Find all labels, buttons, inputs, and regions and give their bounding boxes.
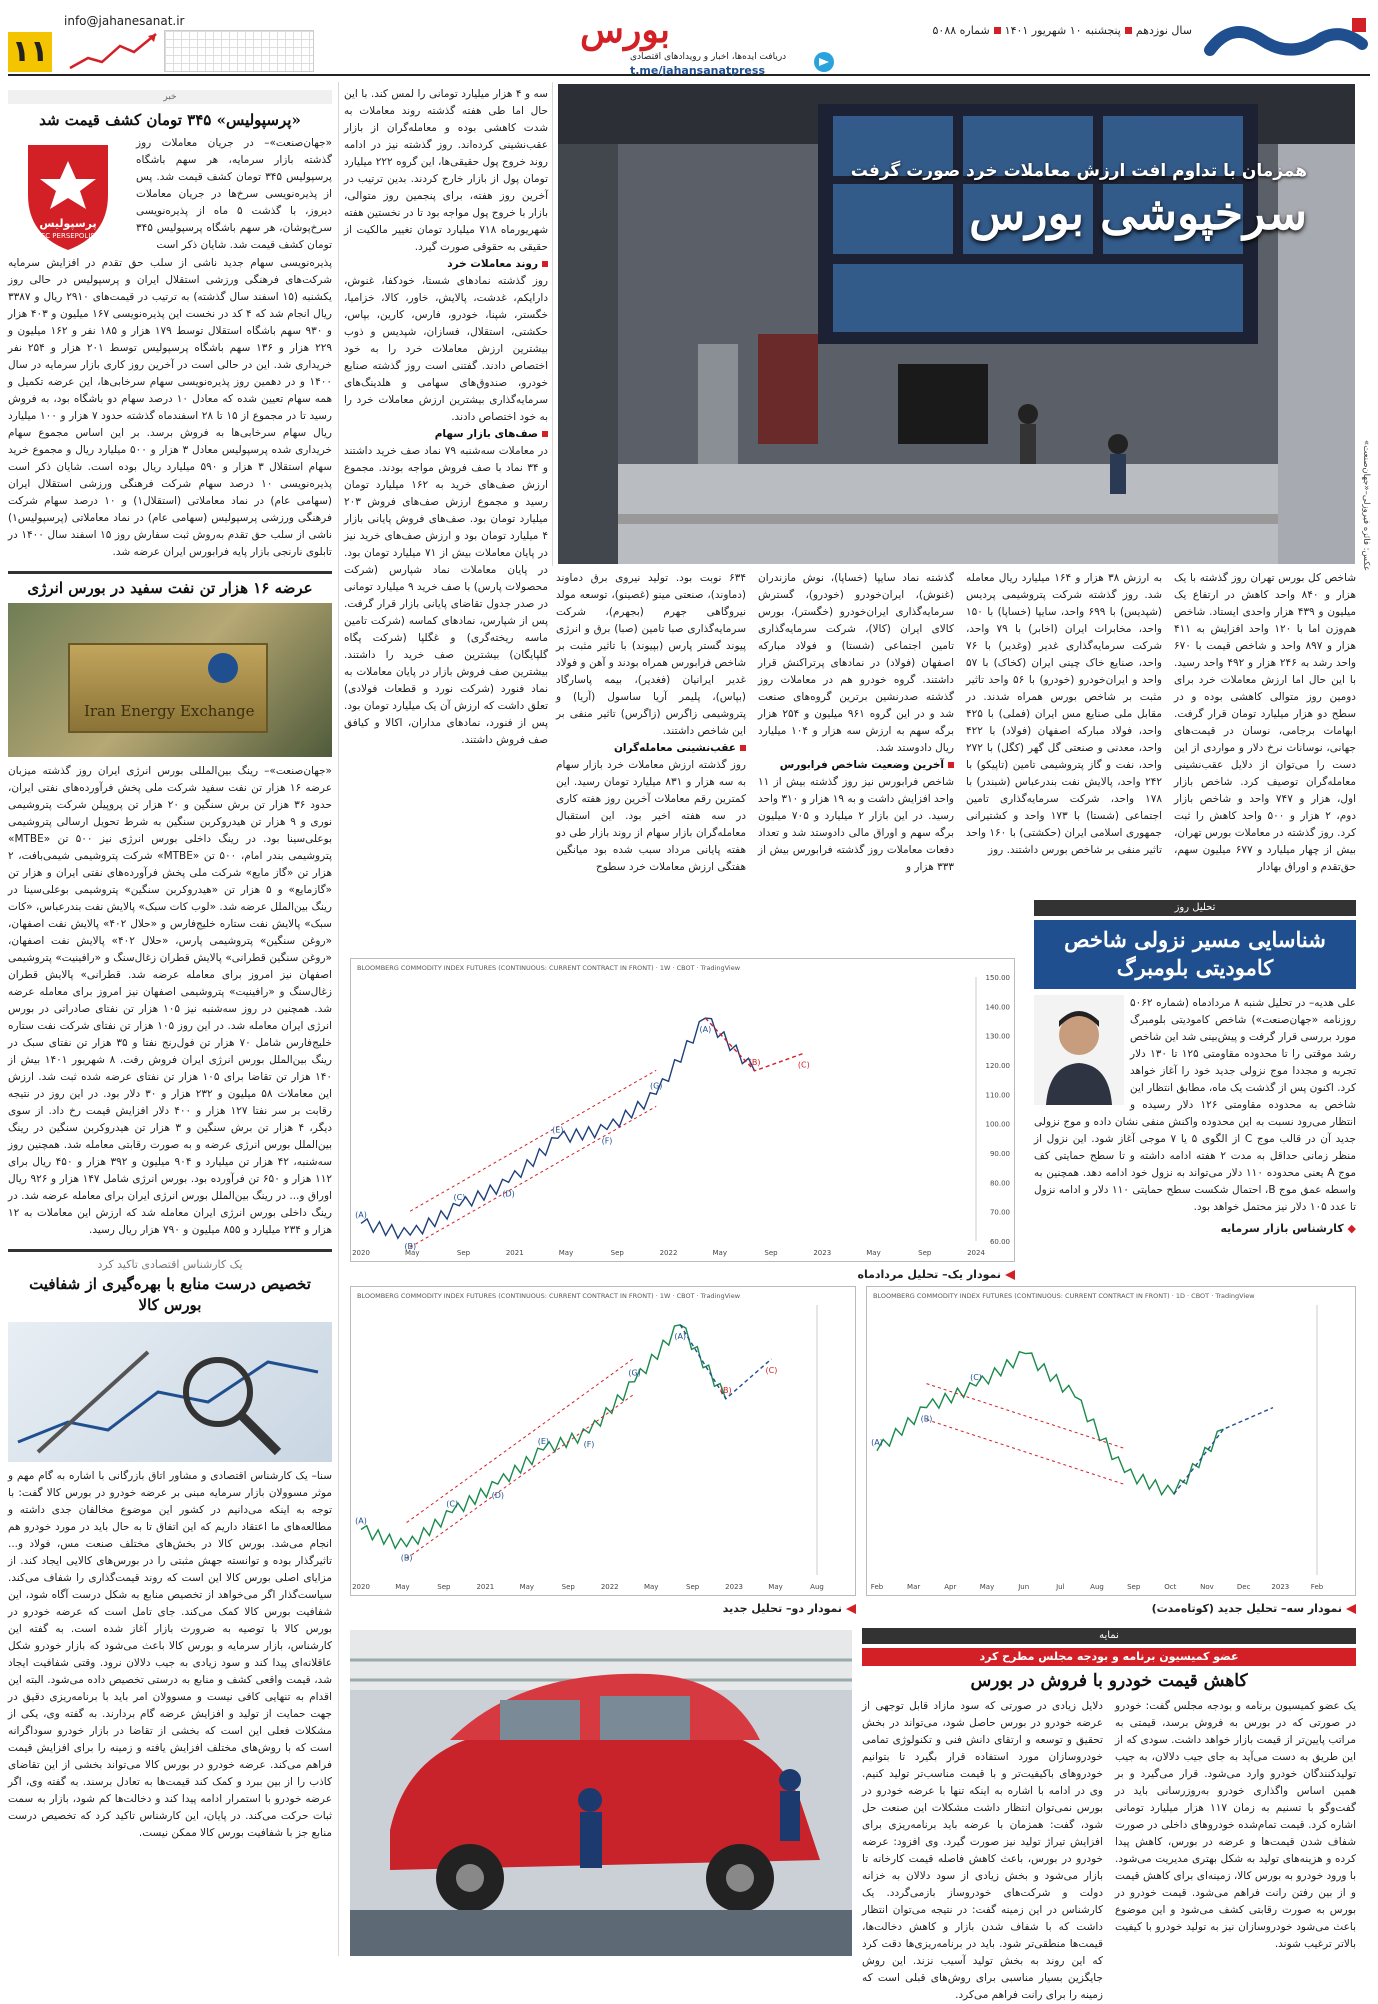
y-tick-label: 60.00 [989, 1238, 1010, 1246]
article-text: به ارزش ۳۸ هزار و ۱۶۴ میلیارد ریال معامله شد. روز گذشته شرکت پتروشیمی پردیس (شپدیس) با ۶۹۹ واحد، سایپا (خساپا) با ۱۵۰ واحد، مخابرات ایران (اخابر) با ۷۹ واحد، شرکت سرمایه‌گذاری غدیر (وغدیر) با ۷۶ واحد، صنایع خاک چینی ایران (کخاک) با ۵۷ واحد و ایران‌خودرو (خودرو) با ۵۶ واحد تاثیر مثبت بر شاخص بورس همراه شدند. در مقابل ملی صنایع مس ایران (فملی) با ۴۲۵ واحد، فولاد مبارکه اصفهان (فولاد) با ۴۲۲ واحد، معدنی و صنعتی گل گهر (کگل) با ۲۷۲ واحد، نفت و گاز پتروشیمی تامین (تاپیکو) با ۲۴۲ واحد، پالایش نفت بندرعباس (شبندر) با ۱۷۸ واحد، شرکت سرمایه‌گذاری تامین اجتماعی (شستا) با ۱۷۳ واحد و کشتیرانی جمهوری اسلامی ایران (حکشتی) با ۱۶۰ واحد تاثیر منفی بر شاخص بورس داشتند. روز [966, 572, 1163, 856]
x-tick-label: 2023 [1271, 1583, 1290, 1591]
wave-label: (G) [649, 1081, 663, 1091]
caption-marker-icon [1346, 1604, 1356, 1614]
trend-channel-lower [927, 1420, 1125, 1485]
x-tick-label: 2023 [725, 1583, 744, 1591]
x-tick-label: May [519, 1583, 535, 1591]
x-tick-label: Mar [907, 1583, 921, 1591]
wave-label: (C) [453, 1192, 466, 1202]
issue-number: شماره ۵۰۸۸ [932, 24, 990, 37]
chart-3-caption-text: نمودار سه– تحلیل جدید (کوتاه‌مدت) [1151, 1602, 1342, 1615]
x-tick-label: Sep [437, 1583, 451, 1591]
x-tick-label: May [768, 1583, 783, 1591]
wave-label: (E) [552, 1125, 564, 1135]
rising-chart-icon [68, 30, 160, 72]
x-tick-label: Aug [810, 1583, 824, 1591]
article-text: شاخص کل بورس تهران روز گذشته با یک هزار و ۸۴۰ واحد کاهش در ارتفاع یک میلیون و ۴۳۹ هزار واحدی ایستاد. شاخص هم‌وزن اما با ۱۲۰ واحد افزایش به ۴۱۱ هزار و ۸۹۷ واحد و شاخص قیمت با ۶۷۰ واحد رشد به ۲۴۶ هزار و ۴۹۲ واحد رسید. با این حال اما ارزش معاملات خرد برای دومین روز متوالی کاهشی بوده و در سطح دو هزار میلیارد تومان قرار گرفت. ابهامات برجامی، نوسان در قیمت‌های جهانی، نوسانات نرخ دلار و مواردی از این دست را می‌توان از دلایل عقب‌نشینی معامله‌گران توصیف کرد. شاخص بازار اول، هزار و ۷۴۷ واحد و شاخص بازار دوم، ۲ هزار و ۵۰۰ واحد کاهش را ثبت کرد. روز گذشته در معاملات بورس تهران، بیش از چهار میلیارد و ۶۷۷ میلیون سهم، حق‌تقدم و اوراق بهادار [1174, 572, 1356, 873]
x-tick-label: May [395, 1583, 410, 1591]
chart-1-svg [351, 959, 1014, 1261]
y-tick-label: 110.00 [985, 1091, 1010, 1100]
issue-info [933, 22, 1192, 40]
issue-year: سال نوزدهم [1135, 24, 1192, 37]
x-tick-label: Sep [561, 1583, 575, 1591]
hero-subtitle: همزمان با تداوم افت ارزش معاملات خرد صورت گرفت [850, 161, 1307, 181]
analysis-headline: شناسایی مسیر نزولی شاخص کامودیتی بلومبرگ [1034, 920, 1356, 989]
issue-date: پنجشنبه ۱۰ شهریور ۱۴۰۱ [1004, 24, 1121, 37]
main-article-column-b [556, 570, 746, 876]
y-tick-label: 80.00 [989, 1179, 1010, 1188]
x-tick-label: Sep [686, 1583, 700, 1591]
wave-label: (B) [404, 1242, 417, 1252]
expert-tag: یک کارشناس اقتصادی تاکید کرد [97, 1258, 243, 1271]
car-article-text-right: یک عضو کمیسیون برنامه و بودجه مجلس گفت: خودرو در صورتی که در بورس به فروش برسد، قیمتی به مراتب پایین‌تر از قیمت بازار خواهد داشت. سودی که از این طریق به دست می‌آید به جای جیب دلالان، به جیب تولیدکنندگان خودرو وارد می‌شود. قرار می‌گیرد و بر همین اساس واگذاری خودرو به‌روزرسانی باید در گفت‌وگو با تسنیم به زمان ۱۱۷ هزار میلیارد تومانی اشاره کرد. قیمت تمام‌شده خودروهای داخلی در صورت شفاف شدن قیمت‌ها و عرضه در بورس، کاهش پیدا کرده و هزینه‌های تولید به شکل بهتری مدیریت می‌شود. با ورود خودرو به بورس کالا، زمینه‌ای برای کاهش قیمت و از بین رفتن رانت فراهم می‌شود. قیمت خودرو در بورس به صورت رقابتی کشف می‌شود و این موضوع باعث می‌شود خودروسازان نیز به تولید خودرو با کیفیت بالاتر ترغیب شوند. [1115, 1699, 1356, 1950]
x-tick-label: Jul [1056, 1583, 1065, 1591]
wave-label: (D) [502, 1189, 515, 1199]
wave-label: (C) [446, 1499, 459, 1509]
wave-label: (A) [871, 1437, 883, 1447]
y-tick-label: 150.00 [985, 974, 1010, 982]
article-text: گذشته نماد سایپا (خساپا)، نوش مازندران (غنوش)، ایران‌خودرو (خودرو)، گسترش سرمایه‌گذاری ایران‌خودرو (خگستر)، بورس کالای ایران (کالا)، شرکت سرمایه‌گذاری تامین اجتماعی (شستا) و فولاد مبارکه اصفهان (فولاد) در نمادهای پرتراکنش قرار داشتند. گروه خودرو هم در معاملات روز گذشته صدرنشین برترین گروه‌های صنعت شد و در این گروه ۹۶۱ میلیون و ۲۵۴ هزار برگه سهم به ارزش سه هزار و ۱۰۴ میلیارد ریال دادوستد شد. [758, 572, 955, 754]
x-tick-label: May [643, 1583, 659, 1591]
x-tick-label: Sep [610, 1249, 624, 1257]
main-article-column-e [1174, 570, 1356, 876]
energy-photo [8, 603, 332, 757]
x-tick-label: Feb [870, 1583, 884, 1591]
x-tick-label: May [866, 1249, 881, 1257]
column-rule [552, 82, 553, 566]
y-tick-label: 100.00 [985, 1120, 1010, 1129]
chart-3-svg [867, 1287, 1355, 1595]
wave-label: (C) [797, 1060, 810, 1070]
x-tick-label: May [405, 1249, 420, 1257]
news-tag: خبر [8, 90, 332, 104]
chart-2-svg [351, 1287, 855, 1595]
wave-label: (B) [748, 1057, 761, 1067]
persepolis-lead: «جهان‌صنعت»– در جریان معاملات روز گذشته بازار سرمایه، هر سهم باشگاه پرسپولیس ۳۴۵ تومان کشف قیمت شد. پس از پذیره‌نویسی سرخ‌ها در جریان معاملات دیروز، با گذشت ۵ ماه از پذیره‌نویسی سرخ‌پوشان، هر سهم باشگاه پرسپولیس ۳۴۵ تومان کشف قیمت شد. شایان ذکر است [136, 137, 332, 251]
subheading: صف‌های بازار سهام [344, 426, 548, 443]
x-tick-label: Aug [1090, 1583, 1104, 1591]
analysis-tag: تحلیل روز [1034, 900, 1356, 916]
x-tick-label: 2021 [476, 1583, 495, 1591]
x-tick-label: Jun [1018, 1583, 1030, 1591]
y-tick-label: 120.00 [985, 1062, 1010, 1070]
article-text: روز گذشته ارزش معاملات خرد بازار سهام به سه هزار و ۸۳۱ میلیارد تومان رسید. این کمترین رقم معاملات آخرین روز هفته کاری در سه هفته اخیر بود. این استقبال معامله‌گران بازار سهام از روند بازار طی دو هفته پایانی مرداد سبب شده بود میانگین هفتگی ارزش معاملات خرد سطوح [556, 759, 746, 873]
car-factory-photo [350, 1630, 852, 1956]
y-tick-label: 90.00 [989, 1150, 1010, 1158]
analysis-block [1034, 900, 1356, 1238]
chart-header: BLOOMBERG COMMODITY INDEX FUTURES (CONTINUOUS: CURRENT CONTRACT IN FRONT) · 1D · CBOT · TradingView [873, 1292, 1255, 1300]
author-photo [1034, 995, 1124, 1105]
decorative-grid [164, 30, 314, 72]
telegram-link[interactable]: t.me/jahansanatpress [630, 63, 765, 77]
x-tick-label: 2023 [813, 1249, 832, 1257]
article-text: سه و ۴ هزار میلیارد تومانی را لمس کند. با این حال اما طی هفته گذشته روند معاملات به شدت کاهشی بوده و معامله‌گران از بازار عقب‌نشینی کرده‌اند. روز گذشته نیز در ادامه روند خروج پول حقیقی‌ها، این گروه ۲۲۲ میلیارد تومان پول از بازار خارج کردند. بدین ترتیب در آخرین روز هفته، برای پنجمین روز متوالی، بازار با خروج پول مواجه بود تا در نخستین هفته شهریورماه ۷۱۸ میلیارد تومان تغییر مالکیت از حقیقی به حقوقی صورت گیرد. [344, 88, 549, 253]
trend-channel-upper [927, 1384, 1125, 1449]
x-tick-label: 2020 [352, 1249, 370, 1257]
wave-label: (F) [601, 1136, 613, 1146]
wave-label: (D) [491, 1491, 505, 1501]
main-article-column-c [758, 570, 954, 876]
article-text: شاخص فرابورس نیز روز گذشته بیش از ۱۱ واحد افزایش داشت و به ۱۹ هزار و ۳۱۰ واحد رسید. در این بازار ۲ میلیارد و ۷۰۵ میلیون برگه سهم و اوراق مالی دادوستد شد و تعداد دفعات معاملات روز گذشته فرابورس بیش از ۳۳۳ هزار و [758, 776, 954, 873]
article-text: روز گذشته نمادهای شستا، خودکفا، غنوش، دارایکم، غدشت، پالایش، خاور، کالا، خزامیا، خگستر، شپنا، خودرو، فارس، کارین، بپاس، حکشتی، استقلال، فسازان، شپدیس و ذوب بیشترین ارزش معاملات خرد را به خود اختصاص دادند. گفتنی است روز گذشته صنایع خودرو، صندوق‌های سهامی و هلدینگ‌های سرمایه‌گذاری بیشترین ارزش معاملات خرد را به خود اختصاص دادند. [344, 275, 548, 423]
chart-2-caption [560, 1600, 856, 1618]
photo-credit: عکس: فائزه فیروزلی–«جهان‌صنعت» [1360, 440, 1371, 572]
x-tick-label: Feb [1310, 1583, 1324, 1591]
caption-marker-icon [846, 1604, 856, 1614]
divider [8, 571, 332, 574]
car-article-strap: عضو کمیسیون برنامه و بودجه مجلس مطرح کرد [862, 1648, 1356, 1666]
x-tick-label: May [712, 1249, 727, 1257]
logo-text: پرسپولیس [39, 217, 97, 230]
chart-3 [866, 1286, 1356, 1596]
persepolis-body: پذیره‌نویسی سهام جدید ناشی از سلب حق تقدم در افزایش سرمایه شرکت‌های فرهنگی ورزشی استقلال ایران و پرسپولیس در حالی روز یکشنبه (۱۵ اسفند سال گذشته) به ترتیب در قیمت‌های ۲۹۱۰ ریال و ۳۳۸۷ ریال انجام شد که ۴ کد در نخست این پذیره‌نویسی ۱۶۷ میلیون و ۴۰۳ هزار و ۹۳۰ سهم باشگاه استقلال توسط ۱۷۹ هزار و ۱۸۵ نفر و ۱۶۲ میلیون و ۲۲۹ هزار و ۱۳۶ سهم باشگاه پرسپولیس توسط ۲۰۱ هزار و ۲۵۴ نفر خریداری شد. این در حالی است در آخرین روز کاری بازار سرمایه در سال ۱۴۰۰ و در دهمین روز پذیره‌نویسی سهام سرخابی‌ها، این عرضه تکمیل و همه سهام تعیین شده که معادل ۱۰ درصد سهام دو باشگاه بود، به فروش رسید تا در مجموع از ۱۵ تا ۲۸ اسفندماه گذشته حدود ۷ هزار و ۱۰۰ میلیارد ریال سهام سرخابی‌ها به فروش برسد. بر این اساس مجموع سهام خریداری شده پرسپولیس معادل ۳ هزار و ۵۰۰ میلیارد ریال و مجموع خرید سهام استقلال ۳ هزار و ۵۹۰ میلیارد ریال بوده است. شایان ذکر است پذیره‌نویسی ۱۰ درصد سهام شرکت فرهنگی ورزشی استقلال ایران (سهامی عام) در نماد معاملاتی (استقلال۱) و ۱۰ درصد سهام شرکت فرهنگی ورزشی پرسپولیس (سهامی عام) در نماد معاملاتی (پرسپولیس۱) ناشی از سلب حق تقدم به‌روش ثبت سفارش روز ۱۵ اسفند سال ۱۴۰۰ در تابلوی نارنجی بازار پایه فرابورس ایران عرضه شد. [8, 257, 333, 558]
wave-label: (B) [719, 1385, 732, 1395]
trend-channel-lower [410, 1106, 656, 1247]
x-tick-label: Dec [1236, 1583, 1251, 1591]
article-text: ۶۳۴ نوبت بود. تولید نیروی برق دماوند (دماوند)، صنعتی مینو (غصینو)، توسعه مولد نیروگاهی جهرم (بجهرم)، شرکت سرمایه‌گذاری صبا تامین (صبا) برق و انرژی پیوند گستر پارس (بپیوند) با تاثیر مثبت بر شاخص فرابورس همراه بودند و آهن و فولاد غدیر ایرانیان (فغدیر)، بیمه پاسارگاد (بپاس)، پلیمر آریا ساسول (آریا) و پتروشیمی زاگرس (زاگرس) تاثیر منفی بر این شاخص داشتند. [556, 572, 746, 737]
energy-body: «جهان‌صنعت»– رینگ بین‌المللی بورس انرژی ایران روز گذشته میزبان عرضه ۱۶ هزار تن نفت سفید شرکت ملی پخش فرآورده‌های نفتی ایران، حدود ۳۶ هزار تن برش سنگین و ۲۰ هزار تن پروپیلن شرکت پتروشیمی نوری و ۹ هزار تن هیدروکربن سنگین به شرط تحویل ارسالی پتروشیمی بوعلی‌سینا بود. در رینگ داخلی بورس انرژی نیز ۵۰۰ تن «MTBE» پتروشیمی بندر امام، ۵۰۰ تن «MTBE» شرکت پتروشیمی شیمی‌بافت، ۲ هزار تن «گاز مایع» شرکت ملی پخش فرآورده‌های نفتی ایران و هزار تن «گازمایع» و ۵ هزار تن «هیدروکربن سنگین» پتروشیمی بوعلی‌سینا در رینگ بین‌الملل عرضه شد. «لوب کات سبک» پالایش نفت بندرعباس، «کات سبک» پالایش نفت ستاره خلیج‌فارس و «حلال ۴۰۲» پالایش نفت اصفهان، «روغن سنگین» پتروشیمی پارس، «حلال ۴۰۲» پالایش نفت اصفهان، «روغن سنگین قطرانی» پالایش قطران زغال‌سنگ و «رافینیت» پتروشیمی اصفهان نیز امروز برای معامله عرضه شد. قطرانی» پالایش قطران زغال‌سنگ و «رافینیت» پتروشیمی اصفهان نیز امروز برای معامله عرضه شد. همچنین در روز سه‌شنبه نیز ۱۰۵ هزار تن نفتای صادراتی در بورس انرژی ایران معامله شد. در این روز ۱۰۵ هزار تن نفتای شرکت نفت ستاره خلیج‌فارس شامل ۷۰ هزار تن فول‌رنج نفتا و ۳۵ هزار تن نفتای سبک در رینگ بین‌الملل بورس انرژی ایران فروش رفت. ۸ شهریور ۱۴۰۱ بیش از ۱۴۰ هزار تن تقاضا برای ۱۰۵ هزار تن نفتای عرضه شده ثبت شد. ارزش این معاملات ۵۸ میلیون و ۲۳۲ هزار و ۳۰ دلار بود. در این روز در نتیجه رقابت بر سر نفتا ۱۲۷ هزار و ۴۰۰ دلار افزایش قیمت رخ داد. از سوی دیگر، ۴ هزار تن برش سنگین و ۳ هزار تن هیدروکربن سنگین در رینگ بین‌الملل بورس انرژی عرضه و به صورت رقابتی معامله شد. همچنین روز سه‌شنبه، ۴۲ هزار تن میلیارد و ۹۰۴ میلیون و ۳۹۲ هزار و ۴۵۰ ریال برای ۱۱۲ هزار و ۶۵۰ تن فرآورده بود. بورس انرژی شامل ۱۴۷ هزار و ۹۲۶ ریال اوراق و... در رینگ بین‌الملل بورس انرژی ایران برای معامله عرضه شد. در رینگ داخلی بورس انرژی ایران معامله شد که ارزش این معاملات به ۱۲ هزار و ۲۳۴ میلیارد و ۸۵۵ میلیون و ۷۹۰ هزار ریال رسید. [8, 765, 333, 1236]
author-role-text: کارشناس بازار سرمایه [1220, 1221, 1344, 1235]
expert-body: سنا– یک کارشناس اقتصادی و مشاور اتاق بازرگانی با اشاره به گام مهم و موثر مسوولان بازار سرمایه مبنی بر عرضه خودرو در بورس کالا گفت: با توجه به اینکه می‌دانیم در کشور این موضوع مخالفان جدی داشته و مطالعه‌های ما اعتقاد داریم که این اتفاق تا به حال باید در مورد خودرو هم انجام می‌شد. بورس کالا در بخش‌های مختلف صنعت مس، فولاد و... تاثیرگذار بوده و توانسته جهش مثبتی را در بورس‌های کالایی ایجاد کند. از مزایای اصلی بورس کالا این است که روند قیمت‌گذاری را شفاف می‌کند. سیاست‌گذار اگر می‌خواهد از تخصیص منابع به شکل درست آگاه شود، این شفافیت بورس کالا کمک می‌کند. جای تامل است که عرضه خودرو در بورس کالا با توصیه به ضرورت بازار آغاز شده است. به گفته این کارشناس، بازار سرمایه و بورس کالا باعث می‌شود که بازار خودرو شکل عاقلانه‌ای پیدا کند و سود زیادی به جیب دلالان نرود. وقتی شفافیت ایجاد شد، قیمت واقعی کشف و منابع به درستی تخصیص داده می‌شود. البته این اقدام به تنهایی کافی نیست و مسوولان امر باید با برنامه‌ریزی دقیق در جهت حمایت از تولید و افزایش عرضه گام بردارند. به گفته وی، یکی از مشکلات فعلی این است که بخشی از تقاضا در بازار خودرو سوداگرانه است که با روش‌های مختلف افزایش یافته و زمینه را برای افزایش قیمت فراهم می‌کند. عرضه خودرو در بورس کالا می‌تواند بخشی از این تقاضای کاذب را از بین ببرد و کمک کند قیمت‌ها به تعادل برسند. به گفته وی، اگر عرضه خودرو با استمرار ادامه پیدا کند و دخالت‌ها کم شود، بازار به سمت ثبات حرکت می‌کند. در پایان، این کارشناس تاکید کرد که تخصیص درست منابع جز با شفافیت بورس کالا ممکن نیست. [8, 1469, 332, 1839]
left-column [8, 90, 332, 1842]
x-tick-label: Oct [1164, 1583, 1177, 1591]
x-tick-label: 2024 [967, 1249, 985, 1257]
expert-headline: تخصیص درست منابع با بهره‌گیری از شفافیت بورس کالا [29, 1274, 311, 1314]
hero-photo [558, 84, 1355, 564]
energy-sign-text: Iran Energy Exchange [84, 702, 255, 720]
wave-label: (F) [583, 1439, 595, 1449]
chart-2-caption-text: نمودار دو– تحلیل جدید [722, 1602, 842, 1615]
car-article-tag: نمایه [862, 1628, 1356, 1644]
chart-1-caption [720, 1266, 1015, 1284]
wave-label: (A) [699, 1025, 712, 1035]
expert-photo [8, 1322, 332, 1462]
chart-header: BLOOMBERG COMMODITY INDEX FUTURES (CONTINUOUS: CURRENT CONTRACT IN FRONT) · 1W · CBOT · TradingView [357, 964, 741, 972]
x-tick-label: Sep [1127, 1583, 1141, 1591]
y-tick-label: 70.00 [989, 1208, 1010, 1217]
car-article-text-left: دلایل زیادی در صورتی که سود مازاد قابل توجهی از عرضه خودرو در بورس حاصل شود، می‌تواند در بخش تحقیق و توسعه و ارتقای دانش فنی و تکنولوژی تمامی خودروسازان مورد استفاده قرار بگیرد تا بتوانیم خودروهای باکیفیت‌تر و با قیمت مناسب‌تر تولید کنیم. وی در ادامه با اشاره به اینکه تنها با عرضه خودرو در بورس نمی‌توان انتظار داشت مشکلات این صنعت حل شود، گفت: همزمان با عرضه باید برنامه‌ریزی برای افزایش تیراژ تولید نیز صورت گیرد. وی افزود: عرضه خودرو در بورس، باعث کاهش فاصله قیمت کارخانه تا بازار می‌شود و بخش زیادی از سود دلالان به خزانه دولت و شرکت‌های خودروساز بازمی‌گردد. یک کارشناس در این زمینه گفت: در نتیجه می‌توان انتظار داشت که با شفاف شدن بازار و کاهش دخالت‌ها، قیمت‌ها منطقی‌تر شود. باید در برنامه‌ریزی‌ها دقت کرد که این روند به بخش تولید آسیب نزند. این روش جایگزین بسیار مناسبی برای روش‌های قبلی است که زمینه را برای رانت فراهم می‌کرد. [862, 1699, 1103, 2001]
telegram-icon [814, 52, 834, 72]
car-article [862, 1628, 1356, 2004]
x-tick-label: May [979, 1583, 995, 1591]
divider [8, 1249, 332, 1252]
telegram-promo [630, 52, 810, 78]
subheading: آخرین وضعیت شاخص فرابورس [758, 757, 954, 774]
article-text: در معاملات سه‌شنبه ۷۹ نماد صف خرید داشتند و ۳۴ نماد با صف فروش مواجه بودند. مجموع ارزش صف‌های خرید به ۱۶۲ میلیارد تومان رسید و مجموع ارزش صف‌های فروش ۲۰۳ میلیارد تومان بود. صف‌های فروش پایانی بازار ۴ میلیارد تومان بود و ارزش صف‌های خرید نیز در پایان معاملات بیش از ۷۱ میلیارد تومان بود. در پایان معاملات نماد شپارس (شرکت محصولات پارس) با صف خرید ۹ میلیارد تومانی در صدر جدول تقاضای پایانی بازار قرار گرفت. پس از شپارس، نمادهای کماسه (شرکت تامین ماسه ریخته‌گری) و غگلپا (شرکت پگاه گلپایگان) بیشترین صف خرید را داشتند. بیشترین صف فروش بازار در پایان معاملات به نماد فنورد (شرکت نورد و قطعات فولادی) تعلق داشت که ارزش آن یک میلیارد تومان بود. پس از فنورد، نمادهای مداران، اکالا و کیافق صف فروش داشتند. [344, 445, 548, 746]
x-tick-label: May [558, 1249, 574, 1257]
masthead [8, 8, 1370, 76]
x-tick-label: 2022 [600, 1583, 619, 1591]
wave-label: (B) [920, 1414, 933, 1424]
analysis-body: علی هدیه– در تحلیل شنبه ۸ مردادماه (شماره ۵۰۶۲ روزنامه «جهان‌صنعت») شاخص کامودیتی بلومبرگ مورد بررسی قرار گرفت و پیش‌بینی شد این شاخص رشد موقتی را تا محدوده مقاومتی ۱۲۵ تا ۱۳۰ دلار تجربه و مجددا موج نزولی جدید خود را آغاز خواهد کرد. اکنون پس از گذشت یک ماه، مطابق انتظار این شاخص به محدوده مقاومتی ۱۲۶ دلار رسیده و انتظار می‌رود نسبت به این محدوده واکنش منفی نشان داده و موج نزولی جدید آن در قالب موج C از الگوی ۵ یا ۷ موجی آغاز شود. این نزول از منظر زمانی حداقل به مدت ۲ هفته ادامه داشته و تا سطح حمایتی کف موج A یعنی محدوده ۱۱۰ دلار می‌تواند به نزول خود ادامه دهد. همچنین به واسطه عمق موج B، احتمال شکست سطح حمایتی ۱۱۰ دلار و ادامه نزول تا عدد ۱۰۵ دلار نیز محتمل خواهد بود. [1034, 996, 1357, 1213]
persepolis-headline: «پرسپولیس» ۳۴۵ تومان کشف قیمت شد [39, 111, 301, 129]
x-tick-label: Sep [918, 1249, 932, 1257]
energy-headline: عرضه ۱۶ هزار تن نفت سفید در بورس انرژی [27, 579, 313, 597]
newspaper-logo [1202, 10, 1370, 68]
page-number: ۱۱ [8, 32, 52, 72]
x-tick-label: Sep [764, 1249, 778, 1257]
wave-label: (A) [355, 1210, 367, 1220]
section-title: بورس [580, 9, 670, 51]
trend-channel-lower [407, 1394, 635, 1559]
author-role [1034, 1220, 1356, 1238]
y-tick-label: 130.00 [985, 1032, 1010, 1041]
wave-label: (E) [537, 1436, 550, 1446]
subheading: روند معاملات خرد [344, 256, 548, 273]
chart-2 [350, 1286, 856, 1596]
chart-1-caption-text: نمودار یک– تحلیل مردادماه [857, 1268, 1001, 1281]
wave-label: (C) [765, 1366, 778, 1375]
chart-1 [350, 958, 1015, 1262]
persepolis-logo [8, 135, 128, 255]
column-rule [338, 82, 339, 1956]
main-article-column-d [966, 570, 1162, 859]
wave-label: (G) [628, 1368, 641, 1378]
chart-3-caption [1060, 1600, 1356, 1618]
telegram-line1: دریافت ایده‌ها، اخبار و رویدادهای اقتصادی [630, 52, 787, 62]
y-tick-label: 140.00 [985, 1003, 1010, 1012]
x-tick-label: 2020 [352, 1583, 370, 1591]
x-tick-label: Apr [944, 1583, 957, 1591]
trend-channel-upper [407, 1358, 635, 1523]
subheading: عقب‌نشینی معامله‌گران [556, 740, 746, 757]
car-article-headline: کاهش قیمت خودرو با فروش در بورس [970, 1671, 1248, 1691]
main-article-column-a [344, 86, 548, 749]
author-role-icon: ◆ [1343, 1221, 1356, 1235]
wave-label: (B) [400, 1553, 413, 1563]
wave-label: (C) [970, 1373, 982, 1382]
hero-title: سرخپوشی بورس [969, 186, 1307, 240]
x-tick-label: Sep [456, 1249, 471, 1257]
forecast-line [1174, 1408, 1273, 1494]
trend-channel-upper [410, 1070, 656, 1211]
wave-label: (A) [674, 1331, 687, 1341]
x-tick-label: 2022 [659, 1249, 678, 1257]
x-tick-label: 2021 [505, 1249, 524, 1257]
wave-label: (A) [355, 1516, 367, 1526]
logo-subtext: FC PERSEPOLIS [41, 232, 95, 240]
caption-marker-icon [1005, 1270, 1015, 1280]
email-address[interactable]: info@jahanesanat.ir [64, 14, 185, 28]
chart-header: BLOOMBERG COMMODITY INDEX FUTURES (CONTINUOUS: CURRENT CONTRACT IN FRONT) · 1W · CBOT · TradingView [357, 1292, 741, 1300]
x-tick-label: Nov [1200, 1583, 1214, 1591]
